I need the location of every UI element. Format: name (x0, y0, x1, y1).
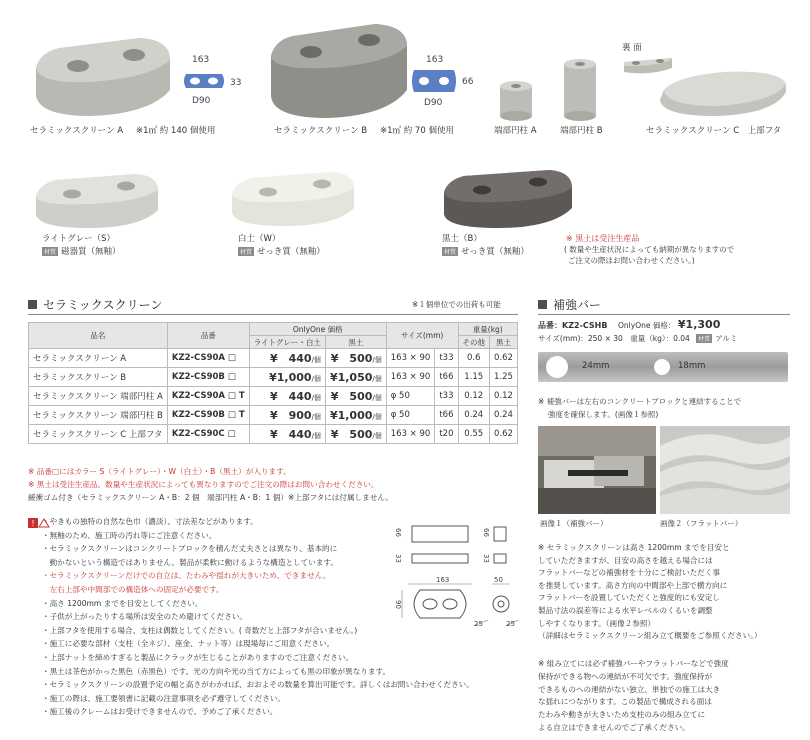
drawing-h33b: 33 (482, 554, 490, 563)
cap-back-label: 裏 面 (622, 43, 642, 53)
th-price-s: ライトグレー・白土 (249, 336, 325, 349)
photo-2-flat-bar (660, 426, 790, 514)
screen-section-note: ※１個単位での出荷も可能 (412, 300, 501, 309)
row-thickness: t66 (435, 406, 458, 425)
row-weight-other: 0.55 (458, 425, 490, 444)
bar-price: ¥1,300 (677, 318, 721, 331)
dim-a-depth: D90 (192, 96, 211, 106)
screen-a-image (30, 30, 178, 122)
row-name: セラミックスクリーン 端部円柱 A (29, 387, 168, 406)
column-b-image (560, 58, 600, 122)
row-price-p1 (249, 368, 325, 387)
price-value: ¥ 440 (269, 428, 312, 441)
dim-a-shape-icon (180, 68, 228, 94)
section-square-icon (538, 300, 547, 309)
price-value: ¥ 900 (269, 409, 312, 422)
price-unit: /個 (311, 394, 321, 402)
column-b-label: 端部円柱 B (560, 126, 603, 136)
price-unit: /個 (372, 394, 382, 402)
price-value: ¥ 500 (330, 390, 373, 403)
cap-c-image (656, 62, 790, 122)
bar-hole-small (654, 359, 670, 375)
bar-note2: 強度を確保します。(画像１参照) (548, 410, 659, 419)
screen-section-title-text: セラミックスクリーン (43, 298, 163, 312)
row-size: 163 × 90 (386, 425, 435, 444)
th-price-b: 黒土 (325, 336, 386, 349)
paragraph-line: フラットバーなどの補強材を十分にご検討いただく事 (538, 568, 720, 578)
color-lightgrey-material-row (42, 245, 121, 257)
bar-material: アルミ (715, 334, 738, 343)
warning-item: ・黒土は茶色がかった黒色（赤黒色）です。光の方向や光の当て方によっても黒の印象が異なります。 (42, 666, 391, 676)
price-value: ¥1,050 (329, 370, 373, 384)
paragraph-line: していただきますが、目安の高さを越える場合には (538, 555, 713, 565)
drawing-h66b: 66 (482, 528, 490, 537)
paragraph-line: しやすくなります。（画像２参照） (538, 618, 656, 628)
row-price-p1 (249, 406, 325, 425)
drawing-r25b: 25 (506, 620, 515, 628)
screen-foot2: ※ 黒土は受注生産品。数量や生産状況によっても異なりますのでご注文の際はお問い合わせください。 (28, 480, 379, 489)
photo-2-caption: 画像２（フラットバー） (660, 519, 743, 528)
price-unit: /個 (372, 356, 382, 364)
warning-item: ・上部フタを使用する場合、支柱は偶数としてください。( 奇数だと上部フタが合いません。) (42, 625, 358, 635)
warning-item: ・上部ナットを締めすぎると製品にクラックが生じることがありますのでご注意ください。 (42, 652, 354, 662)
row-price-p2 (325, 387, 386, 406)
price-value: ¥1,000 (269, 370, 312, 384)
row-size: 163 × 90 (386, 349, 435, 368)
color-lightgrey-name: ライトグレー（S） (42, 234, 115, 244)
column-a-label: 端部円柱 A (494, 126, 537, 136)
th-w-other: その他 (458, 336, 490, 349)
paragraph-line: ※ セラミックスクリーンは高さ 1200mm までを目安と (538, 543, 730, 552)
bar-section-title-text: 補強バー (553, 298, 602, 312)
th-w-black: 黒土 (490, 336, 518, 349)
price-unit: /個 (372, 432, 382, 440)
price-value: ¥1,000 (329, 408, 373, 422)
table-row (29, 368, 518, 387)
price-unit: /個 (372, 374, 382, 383)
price-unit: /個 (311, 413, 321, 421)
row-weight-black: 0.62 (490, 349, 518, 368)
photo-1-caption: 画像１（補強バー） (540, 519, 608, 528)
row-code: KZ2-CS90C □ (167, 425, 249, 444)
row-name: セラミックスクリーン 端部円柱 B (29, 406, 168, 425)
material-badge-icon: 材質 (698, 336, 711, 343)
dim-b-height: 66 (462, 77, 474, 87)
color-black-image (440, 166, 576, 232)
svg-text:!: ! (31, 519, 35, 528)
price-unit: /個 (372, 412, 382, 421)
drawing-w163: 163 (436, 576, 450, 584)
bar-price-row (538, 318, 720, 331)
section-square-icon (28, 300, 37, 309)
th-size: サイズ(mm) (386, 323, 458, 349)
row-name: セラミックスクリーン A (29, 349, 168, 368)
warning-item: ・子供が上がったりする場所は安全のため避けてください。 (42, 612, 248, 622)
drawing-w50: 50 (494, 576, 503, 584)
price-value: ¥ 440 (269, 390, 312, 403)
bar-note1: ※ 補強バーは左右のコンクリートブロックと連結することで (538, 397, 742, 406)
warning-item: 左右上部や中間部での構造体への固定が必要です。 (42, 584, 224, 594)
price-value: ¥ 440 (269, 352, 312, 365)
row-price-p1 (249, 349, 325, 368)
screen-a-note: ※1㎡ 約 140 個使用 (136, 126, 216, 136)
th-weight: 重量(kg) (458, 323, 518, 336)
paragraph-line: な揺れにつながります。この製品で構成される面は (538, 697, 712, 707)
paragraph-line: （詳細はセラミックスクリーン組み立て概要をご参照ください。） (538, 631, 762, 641)
warning-item: ・セラミックスクリーンはコンクリートブロックを積んだ丈夫さとは異なり、基本的に (42, 544, 338, 554)
color-black-name: 黒土（B） (442, 234, 482, 244)
bar-paragraph-2 (538, 658, 729, 735)
cap-c-label: セラミックスクリーン C 上部フタ (646, 126, 782, 136)
screen-b-label: セラミックスクリーン B (274, 126, 368, 136)
screen-spec-table (28, 322, 518, 444)
bar-hole1-label: 24mm (582, 361, 610, 371)
color-black-material-row (442, 245, 529, 257)
paragraph-line: できるものへの連結がない独立、単独での施工は大き (538, 684, 721, 694)
screen-a-label: セラミックスクリーン A (30, 126, 124, 136)
bar-hole-large (546, 356, 568, 378)
row-code: KZ2-CS90B □ (167, 368, 249, 387)
paragraph-line: 製品寸法の誤差等による水平レベルのくるいを調整 (538, 605, 713, 615)
section-divider (28, 314, 518, 315)
warning-item: ・やきもの独特の自然な色巾（濃淡）、寸法差などがあります。 (42, 517, 258, 526)
warning-item: ・施工の際は、施工要領書に記載の注意事項を必ず遵守してください。 (42, 693, 285, 703)
color-black-material: せっき質（無釉） (461, 247, 529, 257)
row-weight-other: 0.6 (458, 349, 490, 368)
warning-item: ・高さ 1200mm までを目安としてください。 (42, 598, 203, 608)
dim-b-depth: D90 (424, 98, 443, 108)
bar-section-title (538, 296, 601, 313)
color-white-image (228, 168, 358, 230)
row-price-p1 (249, 425, 325, 444)
row-price-p2 (325, 349, 386, 368)
material-badge-icon: 材質 (444, 249, 457, 256)
row-weight-black: 0.12 (490, 387, 518, 406)
color-white-name: 白土（W） (238, 234, 281, 244)
price-value: ¥ 500 (330, 428, 373, 441)
dim-b-width: 163 (426, 55, 444, 65)
row-code: KZ2-CS90A □ T (167, 387, 249, 406)
warning-item: 動かないという構造ではありません。製品が柔軟に動けるような構造としています。 (42, 557, 338, 567)
screen-b-image (265, 18, 415, 122)
row-size: φ 50 (386, 406, 435, 425)
paragraph-line: ※ 組み立てには必ず補強バーやフラットバーなどで強度 (538, 659, 729, 668)
color-white-material-row (238, 245, 325, 257)
row-weight-other: 1.15 (458, 368, 490, 387)
drawing-h66a: 66 (394, 528, 402, 537)
dim-a-height: 33 (230, 78, 242, 88)
dimension-drawing (388, 520, 528, 636)
table-row (29, 387, 518, 406)
black-note-title: ※ 黒土は受注生産品 (566, 234, 640, 243)
drawing-r25a: 25 (474, 620, 483, 628)
row-price-p2 (325, 425, 386, 444)
th-name: 品名 (29, 323, 168, 349)
price-unit: /個 (311, 356, 321, 364)
warning-item: ・無釉のため、施工時の汚れ等にご注意ください。 (42, 530, 217, 540)
warning-item: ・施工後のクレームはお受けできませんので、予めご了承ください。 (42, 707, 278, 717)
warning-item: ・施工に必要な部材（支柱（全ネジ）、座金、ナット等）は現場毎にご用意ください。 (42, 639, 335, 649)
bar-paragraph-1 (538, 542, 762, 643)
row-code: KZ2-CS90A □ (167, 349, 249, 368)
table-row (29, 406, 518, 425)
bar-image (538, 352, 788, 382)
row-thickness: t33 (435, 349, 458, 368)
bar-code: 品番：KZ2-CSHB (538, 321, 608, 330)
dim-a-width: 163 (192, 55, 210, 65)
paragraph-line: フラットバーを設置していただくと強度的にも安定し (538, 593, 720, 603)
drawing-h33a: 33 (394, 554, 402, 563)
row-price-p2 (325, 406, 386, 425)
row-weight-black: 1.25 (490, 368, 518, 387)
paragraph-line: 保持ができる物への連結が不可欠です。強度保持が (538, 671, 713, 681)
row-weight-black: 0.62 (490, 425, 518, 444)
screen-foot1: ※ 品番□にはカラー S（ライトグレー）・W（白土）・B（黒土）が入ります。 (28, 467, 291, 476)
row-thickness: t33 (435, 387, 458, 406)
material-badge-icon: 材質 (44, 249, 57, 256)
column-a-image (496, 80, 536, 122)
screen-section-title (28, 296, 162, 313)
screen-b-note: ※1㎡ 約 70 個使用 (380, 126, 454, 136)
row-size: 163 × 90 (386, 368, 435, 387)
bar-divider (538, 314, 790, 315)
material-badge-icon: 材質 (240, 249, 253, 256)
bar-price-label: OnlyOne 価格： (618, 321, 676, 330)
color-lightgrey-material: 磁器質（無釉） (61, 247, 121, 257)
bar-spec: サイズ(mm)：250 × 30 重量（kg）：0.04 (538, 334, 690, 343)
color-white-material: せっき質（無釉） (257, 247, 325, 257)
price-value: ¥ 500 (330, 352, 373, 365)
row-name: セラミックスクリーン B (29, 368, 168, 387)
paragraph-line: よる自立はできませんのでご了承ください。 (538, 722, 690, 732)
row-weight-black: 0.24 (490, 406, 518, 425)
row-name: セラミックスクリーン C 上部フタ (29, 425, 168, 444)
bar-hole2-label: 18mm (678, 361, 706, 371)
table-row (29, 425, 518, 444)
paragraph-line: を推奨しています。高さ方向の中間部や上部で横方向に (538, 580, 728, 590)
row-thickness: t66 (435, 368, 458, 387)
black-note-body1: ( 数量や生産状況によっても納期が異なりますので (564, 245, 735, 254)
row-code: KZ2-CS90B □ T (167, 406, 249, 425)
black-note-body2: ご注文の際はお問い合わせください。) (568, 256, 695, 265)
row-price-p2 (325, 368, 386, 387)
row-price-p1 (249, 387, 325, 406)
price-unit: /個 (311, 432, 321, 440)
bar-spec-row (538, 333, 737, 344)
th-code: 品番 (167, 323, 249, 349)
row-weight-other: 0.12 (458, 387, 490, 406)
screen-foot3: 緩衝ゴム付き（セラミックスクリーン A・B：2 個 端部円柱 A・B：1 個）※上部フタには付属しません。 (28, 493, 393, 502)
warning-item: ・セラミックスクリーンの設置予定の幅と高さがわかれば、おおよその数量を算出可能です。詳しくはお問い合わせください。 (42, 680, 474, 690)
row-thickness: t20 (435, 425, 458, 444)
color-lightgrey-image (32, 170, 162, 232)
spec-rows (29, 349, 518, 444)
row-size: φ 50 (386, 387, 435, 406)
price-unit: /個 (311, 374, 321, 383)
paragraph-line: たわみや動きが大きいため支柱のみの組み立てに (538, 710, 706, 720)
warning-item: ・セラミックスクリーンだけでの自立は、たわみや揺れが大きいため、できません。 (42, 571, 331, 581)
table-row (29, 349, 518, 368)
drawing-h90: 90 (394, 600, 402, 609)
dim-b-shape-icon (408, 66, 460, 96)
photo-1-reinforcement-bar (538, 426, 656, 514)
th-price: OnlyOne 価格 (249, 323, 386, 336)
row-weight-other: 0.24 (458, 406, 490, 425)
